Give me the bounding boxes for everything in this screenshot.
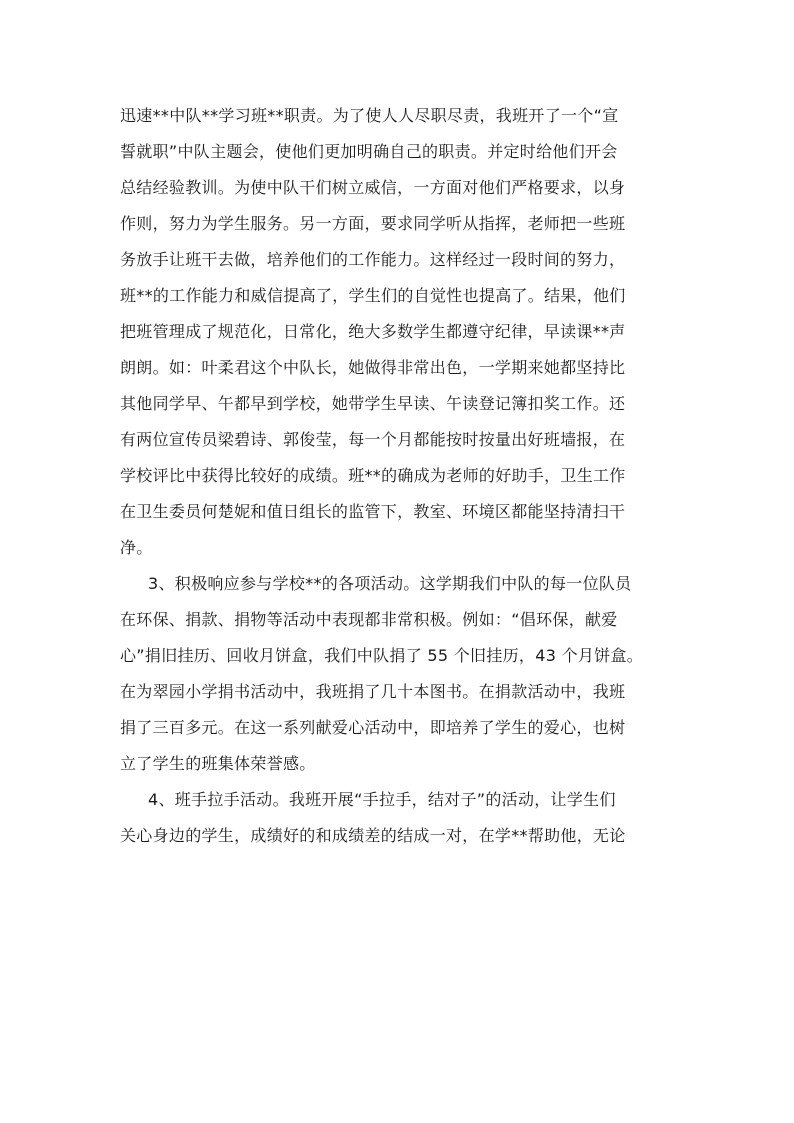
text-line: 其他同学早、午都早到学校，她带学生早读、午读登记簿扣奖工作。还 [120, 394, 626, 413]
text-line: 在环保、捐款、捐物等活动中表现都非常积极。例如：“倡环保，献爱 [120, 610, 618, 629]
text-line: 4、班手拉手活动。我班开展“手拉手，结对子”的活动，让学生们 [148, 790, 616, 809]
paragraph-school-activities [120, 566, 676, 782]
text-line: 有两位宣传员梁碧诗、郭俊莹，每一个月都能按时按量出好班墙报，在 [120, 430, 626, 449]
text-line: 把班管理成了规范化，日常化，绝大多数学生都遵守纪律，早读课**声 [120, 322, 626, 341]
text-line: 3、积极响应参与学校**的各项活动。这学期我们中队的每一位队员 [148, 574, 632, 593]
text-line: 班**的工作能力和威信提高了，学生们的自觉性也提高了。结果，他们 [120, 286, 626, 305]
text-line: 在为翠园小学捐书活动中，我班捐了几十本图书。在捐款活动中，我班 [120, 682, 626, 701]
text-line: 总结经验教训。为使中队干们树立威信，一方面对他们严格要求，以身 [120, 178, 626, 197]
paragraph-hand-in-hand [120, 782, 676, 854]
document-body [120, 98, 676, 854]
text-line: 净。 [120, 538, 153, 557]
paragraph-class-duties [120, 98, 676, 566]
text-line: 迅速**中队**学习班**职责。为了使人人尽职尽责，我班开了一个“宣 [120, 106, 619, 125]
text-line: 朗朗。如：叶柔君这个中队长，她做得非常出色，一学期来她都坚持比 [120, 358, 626, 377]
text-line: 在卫生委员何楚妮和值日组长的监管下，教室、环境区都能坚持清扫干 [120, 502, 626, 521]
text-line: 务放手让班干去做，培养他们的工作能力。这样经过一段时间的努力， [120, 250, 626, 269]
text-line: 学校评比中获得比较好的成绩。班**的确成为老师的好助手，卫生工作 [120, 466, 626, 485]
text-line: 作则，努力为学生服务。另一方面，要求同学听从指挥，老师把一些班 [120, 214, 626, 233]
text-line: 捐了三百多元。在这一系列献爱心活动中，即培养了学生的爱心，也树 [120, 718, 626, 737]
text-line: 关心身边的学生，成绩好的和成绩差的结成一对，在学**帮助他，无论 [120, 826, 626, 845]
text-line: 誓就职”中队主题会，使他们更加明确自己的职责。并定时给他们开会 [120, 142, 618, 161]
text-line: 立了学生的班集体荣誉感。 [120, 754, 316, 773]
text-line: 心”捐旧挂历、回收月饼盒，我们中队捐了 55 个旧挂历，43 个月饼盒。 [120, 646, 644, 665]
